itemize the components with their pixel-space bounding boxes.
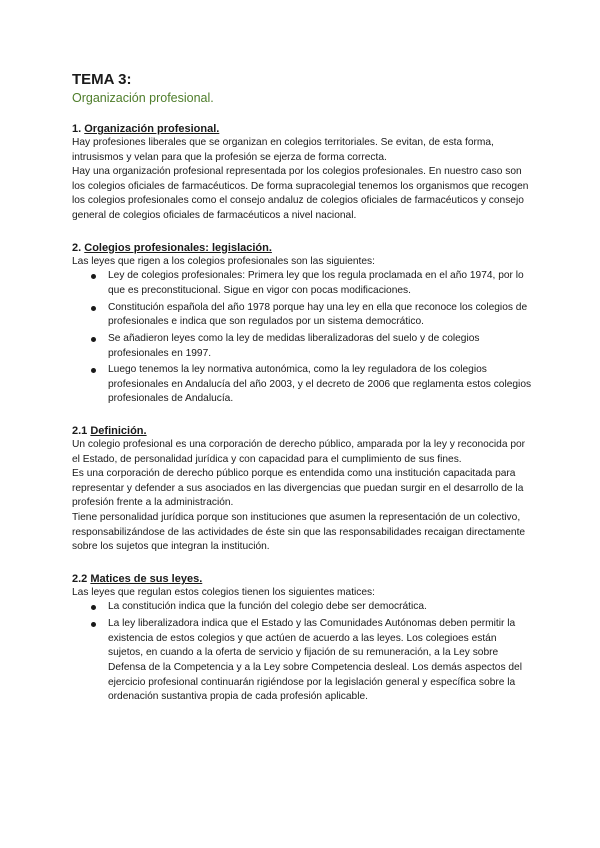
section-heading [72, 572, 532, 586]
section-heading-text: Matices de sus leyes. [90, 572, 203, 585]
section-heading [72, 241, 532, 255]
list-item-text: Se añadieron leyes como la ley de medidas liberalizadoras del suelo y de colegios profesionales en 1997. [108, 332, 480, 359]
section-matices-de-sus-leyes [72, 572, 532, 705]
list-item-text: La constitución indica que la función del colegio debe ser democrática. [108, 601, 427, 613]
section-heading-text: Organización profesional. [84, 123, 220, 135]
list-item [108, 301, 532, 330]
bullet-icon [91, 337, 96, 342]
section-heading [72, 122, 532, 136]
paragraph: Hay profesiones liberales que se organizan en colegios territoriales. Se evitan, de esta forma, intrusismos y velan para que la profesión se ejerza de forma correcta. [72, 137, 494, 163]
paragraph: Un colegio profesional es una corporación de derecho público, amparada por la ley y reconocida por el Estado, de personalidad jurídica y con capacidad para el cumplimiento de sus fines. [72, 439, 526, 465]
list-item [108, 617, 532, 705]
section-number: 1. [72, 123, 82, 135]
section-number: 2.2 [72, 572, 88, 585]
list-item [108, 600, 532, 615]
list-item-text: La ley liberalizadora indica que el Estado y las Comunidades Autónomas deben permitir la existencia de estos colegios y que actúen de acuerdo a las leyes. Los colegioes están sujetos, en cuando a la oferta de servicio y fijación de su remuneración, a la Ley sobre Defensa de la Competencia y a la Ley sobre Competencia desleal. Los demás aspectos del ejercicio profesional continuarán rigiéndose por la legislación general y específica sobre la ordenación sustantiva propia de cada profesión aplicable. [108, 618, 522, 703]
bullet-icon [91, 368, 96, 373]
bullet-list [72, 269, 532, 407]
section-heading-text: Definición. [90, 425, 147, 438]
section-intro: Las leyes que rigen a los colegios profesionales son las siguientes: [72, 255, 375, 267]
bullet-list [72, 600, 532, 704]
page-title: TEMA 3: [72, 71, 132, 88]
list-item-text: Constitución española del año 1978 porque hay una ley en ella que reconoce los colegios de profesionales e indica que son regulados por un sistema democrático. [108, 301, 528, 328]
list-item [108, 269, 532, 298]
section-intro: Las leyes que regulan estos colegios tienen los siguientes matices: [72, 586, 375, 598]
section-number: 2. [72, 241, 82, 254]
section-heading-text: Colegios profesionales: legislación. [84, 241, 272, 254]
section-number: 2.1 [72, 425, 88, 438]
section-colegios-profesionales-legislacion [72, 241, 532, 408]
list-item [108, 332, 532, 361]
bullet-icon [91, 306, 96, 311]
section-heading [72, 424, 532, 438]
bullet-icon [91, 622, 96, 627]
bullet-icon [91, 274, 96, 279]
bullet-icon [91, 605, 96, 610]
document-page [72, 70, 532, 707]
paragraph: Tiene personalidad jurídica porque son instituciones que asumen la representación de un colectivo, responsabilizándose de las actividades de éste sin que las responsabilidades recaigan directamente sobre los sujetos que integran la institución. [72, 512, 526, 553]
section-organizacion-profesional [72, 122, 532, 224]
list-item [108, 363, 532, 407]
section-definicion [72, 424, 532, 555]
paragraph: Es una corporación de derecho público porque es entendida como una institución capacitada para representar y defender a sus asociados en las divergencias que puedan surgir en el desarrollo de la profesión frente a la administración. [72, 468, 524, 509]
list-item-text: Luego tenemos la ley normativa autonómica, como la ley reguladora de los colegios profesionales en Andalucía del año 2003, y el decreto de 2006 que reglamenta estos colegios profesionales de Andalucía. [108, 364, 532, 405]
page-subtitle: Organización profesional. [72, 91, 214, 105]
paragraph: Hay una organización profesional representada por los colegios profesionales. En nuestro caso son los colegios oficiales de farmacéuticos. De forma supracolegial tenemos los organismos que recogen los colegios profesionales como el consejo andaluz de colegios oficiales de farmacéuticos y consejo general de colegios oficiales de farmacéuticos a nivel nacional. [72, 166, 529, 221]
list-item-text: Ley de colegios profesionales: Primera ley que los regula proclamada en el año 1974, por lo que es preconstitucional. Sigue en vigor con pocas modificaciones. [108, 270, 524, 296]
